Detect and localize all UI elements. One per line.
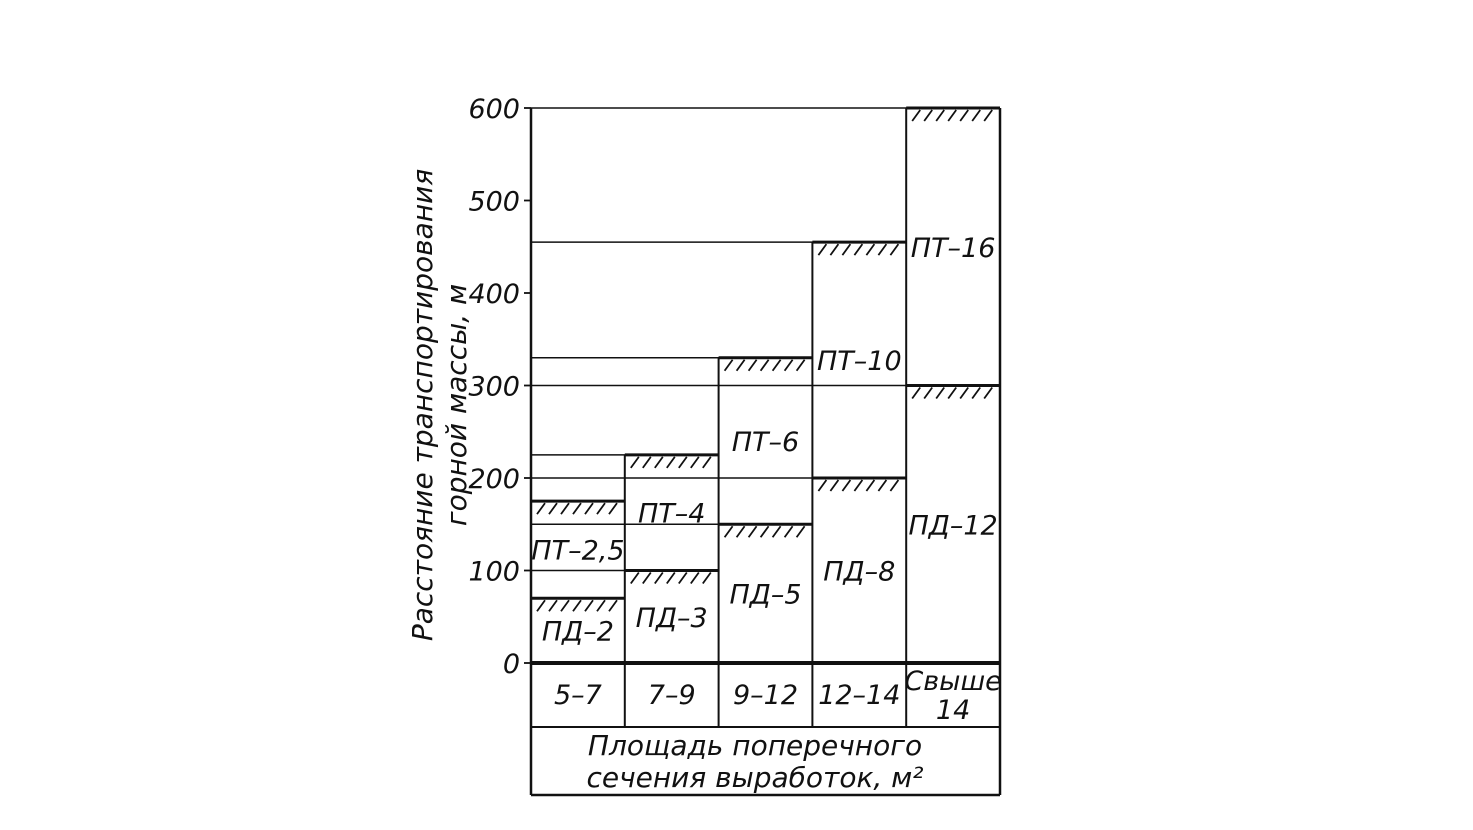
bar-ПД-0-hatch bbox=[537, 600, 617, 611]
bar-ПД-1-hatch bbox=[631, 573, 711, 584]
bar-label-0-pd: ПД–2 bbox=[541, 616, 614, 648]
x-axis-title bbox=[586, 729, 923, 794]
y-tick-label-600: 600 bbox=[468, 94, 520, 125]
y-tick-label-100: 100 bbox=[468, 556, 520, 588]
bar-label-3-pd: ПД–8 bbox=[823, 556, 896, 588]
category-label-3: 12–14 bbox=[818, 680, 901, 711]
category-label-0: 5–7 bbox=[553, 680, 602, 711]
chart-marks bbox=[468, 94, 1001, 795]
bar-ПТ-4-hatch bbox=[912, 110, 992, 121]
bar-ПД-3-hatch bbox=[818, 480, 898, 491]
x-axis-title-line1: Площадь поперечного bbox=[587, 729, 923, 762]
y-tick-label-400: 400 bbox=[468, 279, 520, 310]
bar-ПД-4-hatch bbox=[912, 388, 992, 399]
bar-label-4-pt: ПТ–16 bbox=[910, 232, 996, 264]
bar-ПТ-1-hatch bbox=[631, 457, 711, 468]
bar-ПТ-0-hatch bbox=[537, 503, 617, 514]
y-tick-label-300: 300 bbox=[468, 371, 520, 403]
bar-label-2-pt: ПТ–6 bbox=[731, 427, 800, 458]
y-axis-title-line1: Расстояние транспортирования bbox=[406, 168, 439, 642]
category-label-1: 7–9 bbox=[647, 680, 696, 711]
bar-label-3-pt: ПТ–10 bbox=[816, 346, 902, 378]
bar-label-1-pd: ПД–3 bbox=[635, 602, 708, 634]
bar-label-0-pt: ПТ–2,5 bbox=[531, 535, 625, 567]
category-label-4-line1: Свыше bbox=[904, 666, 1002, 697]
y-tick-label-500: 500 bbox=[468, 186, 520, 218]
bar-label-1-pt: ПТ–4 bbox=[637, 498, 706, 530]
category-label-4-line2: 14 bbox=[935, 695, 971, 726]
bar-ПТ-2-hatch bbox=[725, 360, 805, 371]
category-label-2: 9–12 bbox=[732, 680, 799, 711]
y-axis-title-line2: горной массы, м bbox=[440, 283, 473, 527]
bar-label-2-pd: ПД–5 bbox=[729, 579, 802, 611]
bar-ПД-2-hatch bbox=[725, 526, 805, 537]
y-axis-title bbox=[406, 169, 473, 641]
bar-label-4-pd: ПД–12 bbox=[908, 510, 998, 542]
y-tick-label-0: 0 bbox=[502, 649, 520, 680]
bar-ПТ-3-hatch bbox=[818, 244, 898, 255]
y-tick-label-200: 200 bbox=[468, 464, 520, 495]
x-axis-title-line2: сечения выработок, м² bbox=[586, 761, 924, 794]
